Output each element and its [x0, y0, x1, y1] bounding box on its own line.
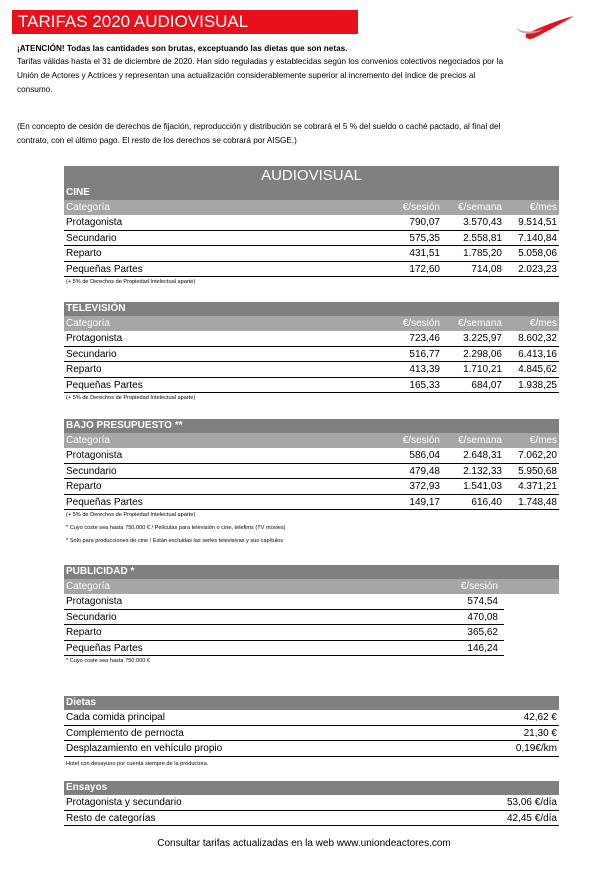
table-note: * Cuyo coste sea hasta 750.000 € / Películas para televisión o cine, telefims (TV movies)	[66, 525, 286, 531]
footer-website-note: Consultar tarifas actualizadas en la web www.uniondeactores.com	[157, 838, 451, 849]
row-category: Secundario	[64, 464, 382, 480]
col-semana: €/semana	[458, 202, 502, 213]
section-header: Dietas	[64, 696, 559, 710]
row-category: Pequeñas Partes	[64, 378, 382, 394]
row-semana: 3.225,97	[442, 331, 504, 347]
row-sesion: 365,62	[382, 625, 504, 641]
row-category: Protagonista	[64, 215, 382, 231]
table-row	[64, 594, 559, 610]
row-sesion: 431,51	[382, 246, 442, 262]
col-categoria: Categoría	[66, 202, 110, 213]
row-semana: 714,08	[442, 262, 504, 278]
audiovisual-heading-block	[64, 166, 559, 186]
row-sesion: 172,60	[382, 262, 442, 278]
row-category: Reparto	[64, 362, 382, 378]
ensayos-table	[64, 781, 559, 826]
col-sesion: €/sesión	[402, 435, 440, 446]
col-semana: €/semana	[458, 435, 502, 446]
section-header: Ensayos	[64, 781, 559, 795]
row-category: Secundario	[64, 610, 382, 626]
table-row	[64, 610, 559, 626]
union-actores-logo	[508, 14, 578, 44]
table-row	[64, 625, 559, 641]
col-categoria: Categoría	[66, 435, 110, 446]
row-amount: 53,06 €/día	[459, 795, 559, 811]
row-sesion: 165,33	[382, 378, 442, 394]
table-row	[64, 331, 559, 347]
row-sesion: 790,07	[382, 215, 442, 231]
table-note: * Cuyo coste sea hasta 750.000 €	[66, 658, 150, 664]
page-title: TARIFAS 2020 AUDIOVISUAL	[12, 10, 358, 34]
col-categoria: Categoría	[66, 318, 110, 329]
table-row	[64, 726, 559, 742]
row-mes: 2.023,23	[504, 262, 559, 278]
row-mes: 9.514,51	[504, 215, 559, 231]
table-row	[64, 479, 559, 495]
row-amount: 0,19€/km	[459, 741, 559, 757]
row-sesion: 149,17	[382, 495, 442, 511]
section-header: BAJO PRESUPUESTO **	[64, 419, 559, 433]
row-amount: 42,62 €	[459, 710, 559, 726]
table-row	[64, 378, 559, 394]
row-semana: 2.298,06	[442, 347, 504, 363]
row-concept: Desplazamiento en vehículo propio	[64, 741, 459, 757]
col-mes: €/mes	[529, 202, 557, 213]
row-semana: 684,07	[442, 378, 504, 394]
row-mes: 7.140,84	[504, 231, 559, 247]
table-row	[64, 741, 559, 757]
row-amount: 42,45 €/día	[459, 811, 559, 827]
television-table	[64, 302, 559, 404]
table-row	[64, 362, 559, 378]
row-concept: Resto de categorías	[64, 811, 459, 827]
column-headers	[64, 316, 559, 331]
section-header: CINE	[64, 186, 559, 200]
row-category: Protagonista	[64, 448, 382, 464]
row-sesion: 479,48	[382, 464, 442, 480]
table-note: (+ 5% de Derechos de Propiedad Intelectual aparte)	[66, 512, 196, 518]
row-mes: 1.938,25	[504, 378, 559, 394]
row-category: Reparto	[64, 625, 382, 641]
table-row	[64, 795, 559, 811]
row-amount: 21,30 €	[459, 726, 559, 742]
column-headers	[64, 433, 559, 448]
section-header: PUBLICIDAD *	[64, 565, 559, 579]
row-category: Pequeñas Partes	[64, 262, 382, 278]
section-header: TELEVISIÓN	[64, 302, 559, 316]
col-sesion: €/sesión	[402, 202, 440, 213]
row-semana: 3.570,43	[442, 215, 504, 231]
row-category: Secundario	[64, 347, 382, 363]
table-row	[64, 231, 559, 247]
row-semana: 2.132,33	[442, 464, 504, 480]
rights-note: contrato, con el último pago. El resto de los derechos se cobrará por AISGE.)	[17, 136, 297, 145]
col-categoria: Categoría	[66, 581, 110, 592]
row-category: Secundario	[64, 231, 382, 247]
row-category: Protagonista	[64, 331, 382, 347]
row-mes: 4.845,62	[504, 362, 559, 378]
row-mes: 5.950,68	[504, 464, 559, 480]
col-sesion: €/sesión	[460, 581, 498, 592]
row-sesion: 586,04	[382, 448, 442, 464]
table-note: (+ 5% de Derechos de Propiedad Intelectual aparte)	[66, 279, 196, 285]
table-row	[64, 464, 559, 480]
table-row	[64, 347, 559, 363]
row-sesion: 413,39	[382, 362, 442, 378]
audiovisual-heading: AUDIOVISUAL	[64, 166, 559, 186]
table-row	[64, 262, 559, 278]
row-concept: Protagonista y secundario	[64, 795, 459, 811]
row-category: Reparto	[64, 479, 382, 495]
col-mes: €/mes	[529, 435, 557, 446]
row-mes: 5.058,06	[504, 246, 559, 262]
col-sesion: €/sesión	[402, 318, 440, 329]
row-semana: 1.710,21	[442, 362, 504, 378]
row-sesion: 574,54	[382, 594, 504, 610]
row-mes: 1.748,48	[504, 495, 559, 511]
publicidad-table	[64, 565, 559, 667]
cine-table	[64, 186, 559, 288]
row-category: Reparto	[64, 246, 382, 262]
table-row	[64, 246, 559, 262]
row-mes: 8.602,32	[504, 331, 559, 347]
row-semana: 616,40	[442, 495, 504, 511]
row-mes: 4.371,21	[504, 479, 559, 495]
row-category: Pequeñas Partes	[64, 641, 382, 657]
row-concept: Cada comida principal	[64, 710, 459, 726]
intro-line: Unión de Actores y Actrices y representan una actualización considerablemente superior al incremento del índice de precios al	[17, 71, 476, 80]
row-semana: 1.541,03	[442, 479, 504, 495]
row-mes: 7.062,20	[504, 448, 559, 464]
row-category: Protagonista	[64, 594, 382, 610]
row-sesion: 146,24	[382, 641, 504, 657]
attention-notice: ¡ATENCIÓN! Todas las cantidades son brutas, exceptuando las dietas que son netas.	[17, 44, 348, 53]
row-concept: Complemento de pernocta	[64, 726, 459, 742]
row-sesion: 723,46	[382, 331, 442, 347]
table-row	[64, 215, 559, 231]
rights-note: (En concepto de cesión de derechos de fijación, reproducción y distribución se cobrará el 5 % del sueldo o caché pactado, al final del	[17, 122, 501, 131]
dietas-table	[64, 696, 559, 770]
col-semana: €/semana	[458, 318, 502, 329]
table-note: * Sólo para producciones de cine / Están excluidas las series televisivas y sus capítulos	[66, 538, 284, 544]
row-mes: 6.413,16	[504, 347, 559, 363]
intro-line: consumo.	[17, 85, 53, 94]
table-note: Hotel con desayuno por cuenta siempre de la productora.	[66, 760, 209, 767]
intro-line: Tarifas válidas hasta el 31 de diciembre de 2020. Han sido reguladas y establecidas según los convenios colectivos negociados por la	[17, 57, 504, 66]
bajo-presupuesto-table	[64, 419, 559, 547]
row-sesion: 470,08	[382, 610, 504, 626]
table-row	[64, 710, 559, 726]
table-row	[64, 641, 559, 657]
row-semana: 2.648,31	[442, 448, 504, 464]
table-row	[64, 495, 559, 511]
row-sesion: 516,77	[382, 347, 442, 363]
row-semana: 1.785,20	[442, 246, 504, 262]
row-category: Pequeñas Partes	[64, 495, 382, 511]
table-row	[64, 811, 559, 827]
table-note: (+ 5% de Derechos de Propiedad Intelectual aparte)	[66, 395, 196, 401]
row-semana: 2.558,81	[442, 231, 504, 247]
table-row	[64, 448, 559, 464]
column-headers	[64, 200, 559, 215]
col-mes: €/mes	[529, 318, 557, 329]
column-headers	[64, 579, 559, 594]
swoosh-logo-icon	[508, 14, 578, 44]
row-sesion: 372,93	[382, 479, 442, 495]
row-sesion: 575,35	[382, 231, 442, 247]
